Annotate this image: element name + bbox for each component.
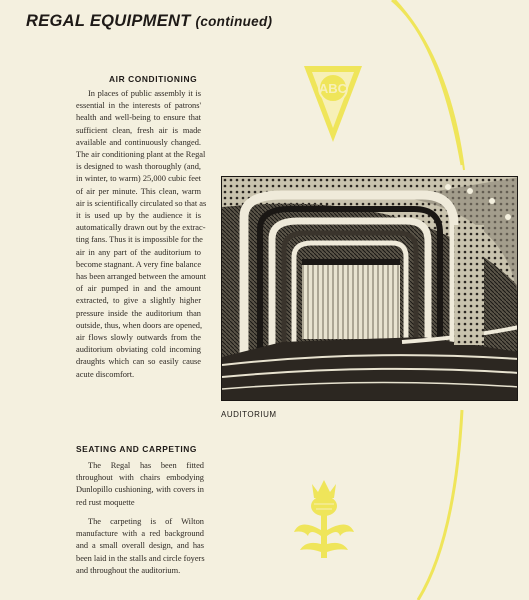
text-line: sufficient clean, fresh air is made	[76, 125, 201, 135]
page-title-main: REGAL EQUIPMENT	[26, 12, 191, 30]
heading-air-conditioning: AIR CONDITIONING	[109, 74, 198, 84]
text-line: extracted, to give a slightly higher	[76, 296, 201, 306]
text-line: available and continuously changed.	[76, 137, 201, 147]
text-line: essential in the interests of patrons'	[76, 101, 201, 111]
text-line: The carpeting is of Wilton	[88, 517, 204, 526]
text-line: Dunlopillo cushioning, with covers in	[76, 485, 204, 495]
text-line: In places of public assembly it is	[88, 89, 201, 98]
thistle-emblem-icon	[290, 478, 358, 566]
text-line: it is used up by the audience it is	[76, 211, 201, 221]
text-line: of air pumped in and the amount	[76, 284, 201, 294]
text-line: been laid in the stalls and circle foyers	[76, 553, 205, 563]
text-line: and throughout the auditorium.	[76, 565, 181, 575]
text-line: draughts which can so easily cause	[76, 357, 201, 367]
text-line: pressure inside the auditorium than	[76, 308, 201, 318]
image-caption: AUDITORIUM	[221, 410, 277, 419]
text-line: in winter, to warm) 25,000 cubic feet	[76, 174, 201, 184]
text-line: acute discomfort.	[76, 369, 135, 379]
text-line: is designed to wash thoroughly (and,	[76, 162, 201, 172]
text-line: health and well-being to ensure that	[76, 113, 201, 123]
text-line: air is scientifically circulated so that as	[76, 198, 207, 208]
abc-logo-text: ABC	[318, 81, 348, 96]
auditorium-illustration	[221, 176, 518, 401]
text-line: throughout with chairs embodying	[76, 473, 204, 483]
page-title-continued: (continued)	[195, 14, 273, 29]
text-line: and a small overall design, and has	[76, 541, 204, 551]
text-line: air flows slowly outwards from the	[76, 333, 201, 343]
text-line: become stagnant. A very fine balance	[76, 259, 202, 269]
text-line: The Regal has been fitted	[88, 461, 204, 470]
text-line: The air conditioning plant at the Regal	[76, 150, 206, 160]
seating-paragraph	[76, 460, 204, 509]
text-line: outside, thus, when doors are opened,	[76, 320, 203, 330]
abc-logo-icon	[302, 64, 364, 144]
carpeting-paragraph	[76, 516, 204, 577]
text-line: ting fans. Thus it is impossible for the	[76, 235, 203, 245]
text-line: of air per minute. This clean, warm	[76, 186, 201, 196]
text-line: air in any part of the auditorium to	[76, 247, 201, 257]
heading-seating-carpeting: SEATING AND CARPETING	[76, 444, 198, 454]
page-title	[26, 12, 272, 31]
air-conditioning-body	[76, 88, 207, 381]
text-line: automatically drawn out by the extrac-	[76, 223, 206, 233]
text-line: manufacture with a red background	[76, 529, 204, 539]
text-line: auditorium obviating cold incoming	[76, 345, 201, 355]
text-line: red rust moquette	[76, 497, 135, 507]
text-line: has been arranged between the amount	[76, 272, 206, 282]
